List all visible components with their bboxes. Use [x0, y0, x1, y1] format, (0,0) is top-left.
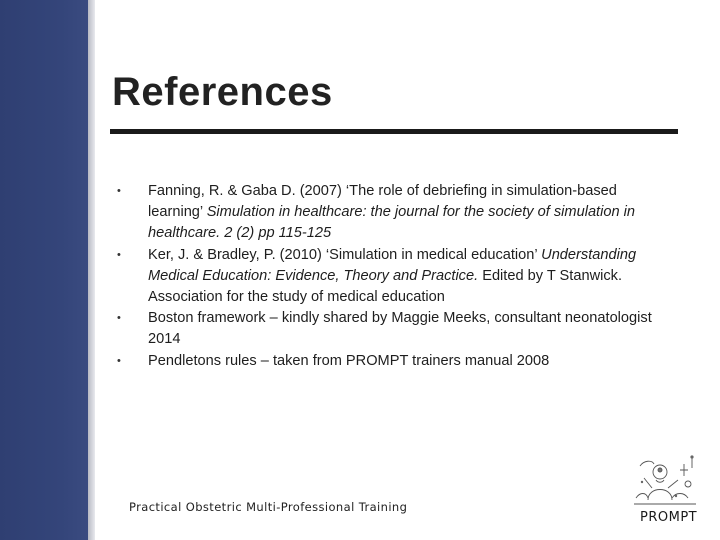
- title-rule: [110, 129, 678, 134]
- reference-source: Simulation in healthcare: the journal for the society of simulation in healthcare. 2 (2) pp 115-125: [148, 204, 636, 242]
- reference-item: [112, 181, 652, 245]
- bullet: •: [117, 248, 121, 261]
- reference-item: [112, 308, 652, 350]
- bullet: •: [117, 185, 121, 197]
- reference-item: [112, 351, 652, 372]
- side-bar: [0, 0, 88, 540]
- side-strip: [88, 0, 95, 540]
- prompt-logo-icon: [626, 452, 708, 510]
- reference-list: [112, 181, 652, 372]
- reference-tail: Edited by T Stanwick. Association for the study of medical education: [148, 267, 623, 306]
- footer-text: Practical Obstetric Multi-Professional Training: [129, 500, 408, 514]
- brand-label: PROMPT: [640, 510, 698, 525]
- reference-text: Ker, J. & Bradley, P. (2010) ‘Simulation in medical education’: [148, 246, 542, 263]
- reference-text: Boston framework – kindly shared by Maggie Meeks, consultant neonatologist 2014: [148, 310, 652, 348]
- bullet: •: [117, 312, 121, 325]
- reference-text: Pendletons rules – taken from PROMPT trainers manual 2008: [148, 352, 550, 369]
- reference-item: [112, 245, 652, 309]
- reference-source: Understanding Medical Education: Evidence, Theory and Practice.: [148, 246, 637, 284]
- slide-title: References: [112, 70, 333, 114]
- bullet: •: [117, 354, 121, 367]
- reference-text: Fanning, R. & Gaba D. (2007) ‘The role of debriefing in simulation-based learning’: [148, 183, 617, 221]
